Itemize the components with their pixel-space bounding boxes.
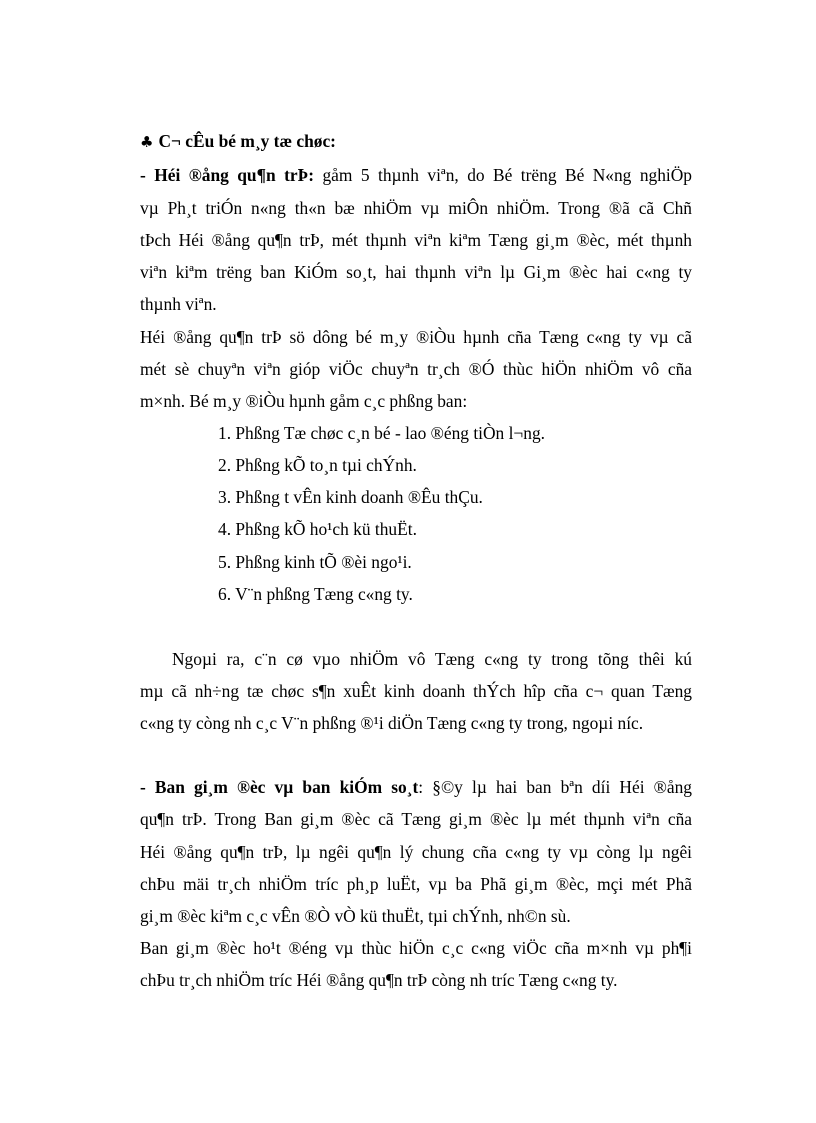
paragraph-line: gi¸m ®èc kiªm c¸c vÊn ®Ò vÒ kü thuËt, tµi chÝnh, nh©n sù. (140, 906, 571, 926)
department-list-item: 2. Phßng kÕ to¸n tµi chÝnh. (218, 455, 417, 475)
heading-title: C¬ cÊu bé m¸y tæ chøc: (158, 131, 336, 151)
department-list-item: 6. V¨n phßng Tæng c«ng ty. (218, 584, 413, 604)
paragraph-line: mµ cã nh÷ng tæ chøc s¶n xuÊt kinh doanh thÝch hîp cña c¬ quan Tæng (140, 681, 692, 701)
paragraph-line: chÞu mäi tr¸ch nhiÖm tríc ph¸p luËt, vµ ba Phã gi¸m ®èc, mçi mét Phã (140, 874, 692, 894)
paragraph-line: - Héi ®ång qu¶n trÞ: gåm 5 thµnh viªn, do Bé trëng Bé N«ng nghiÖp (140, 165, 692, 185)
paragraph-line: Héi ®ång qu¶n trÞ sö dông bé m¸y ®iÒu hµnh cña Tæng c«ng ty vµ cã (140, 327, 692, 347)
paragraph-line: viªn kiªm trëng ban KiÓm so¸t, hai thµnh viªn lµ Gi¸m ®èc hai c«ng ty (140, 262, 692, 282)
department-list-item: 5. Phßng kinh tÕ ®èi ngo¹i. (218, 552, 412, 572)
paragraph-line: - Ban gi¸m ®èc vµ ban kiÓm so¸t: §©y lµ hai ban bªn díi Héi ®ång (140, 777, 692, 797)
board-of-directors-label: - Héi ®ång qu¶n trÞ: (140, 165, 315, 185)
paragraph-line: Ban gi¸m ®èc ho¹t ®éng vµ thùc hiÖn c¸c c«ng viÖc cña m×nh vµ ph¶i (140, 938, 692, 958)
department-list-item: 4. Phßng kÕ ho¹ch kü thuËt. (218, 519, 417, 539)
paragraph-line: m×nh. Bé m¸y ®iÒu hµnh gåm c¸c phßng ban: (140, 391, 468, 411)
paragraph-line: thµnh viªn. (140, 294, 217, 314)
management-board-label: - Ban gi¸m ®èc vµ ban kiÓm so¸t (140, 777, 419, 797)
paragraph-line: mét sè chuyªn viªn gióp viÖc chuyªn tr¸ch ®Ó thùc hiÖn nhiÖm vô cña (140, 359, 692, 379)
paragraph-line: Héi ®ång qu¶n trÞ, lµ ngêi qu¶n lý chung cña c«ng ty vµ còng lµ ngêi (140, 842, 692, 862)
paragraph-line: vµ Ph¸t triÓn n«ng th«n bæ nhiÖm vµ miÔn nhiÖm. Trong ®ã cã Chñ (140, 198, 692, 218)
department-list-item: 1. Phßng Tæ chøc c¸n bé - lao ®éng tiÒn l¬ng. (218, 423, 545, 443)
club-suit-icon: ♣ (140, 133, 154, 151)
paragraph-line: chÞu tr¸ch nhiÖm tríc Héi ®ång qu¶n trÞ còng nh tríc Tæng c«ng ty. (140, 970, 618, 990)
paragraph-line: Ngoµi ra, c¨n cø vµo nhiÖm vô Tæng c«ng ty trong tõng thêi kú (172, 649, 692, 669)
paragraph-line: tÞch Héi ®ång qu¶n trÞ, mét thµnh viªn kiªm Tæng gi¸m ®èc, mét thµnh (140, 230, 692, 250)
paragraph-line: qu¶n trÞ. Trong Ban gi¸m ®èc cã Tæng gi¸m ®èc lµ mét thµnh viªn cña (140, 809, 692, 829)
paragraph-line: c«ng ty còng nh c¸c V¨n phßng ®¹i diÖn Tæng c«ng ty trong, ngoµi níc. (140, 713, 644, 733)
section-heading (140, 131, 336, 152)
department-list-item: 3. Phßng t vÊn kinh doanh ®Êu thÇu. (218, 487, 483, 507)
